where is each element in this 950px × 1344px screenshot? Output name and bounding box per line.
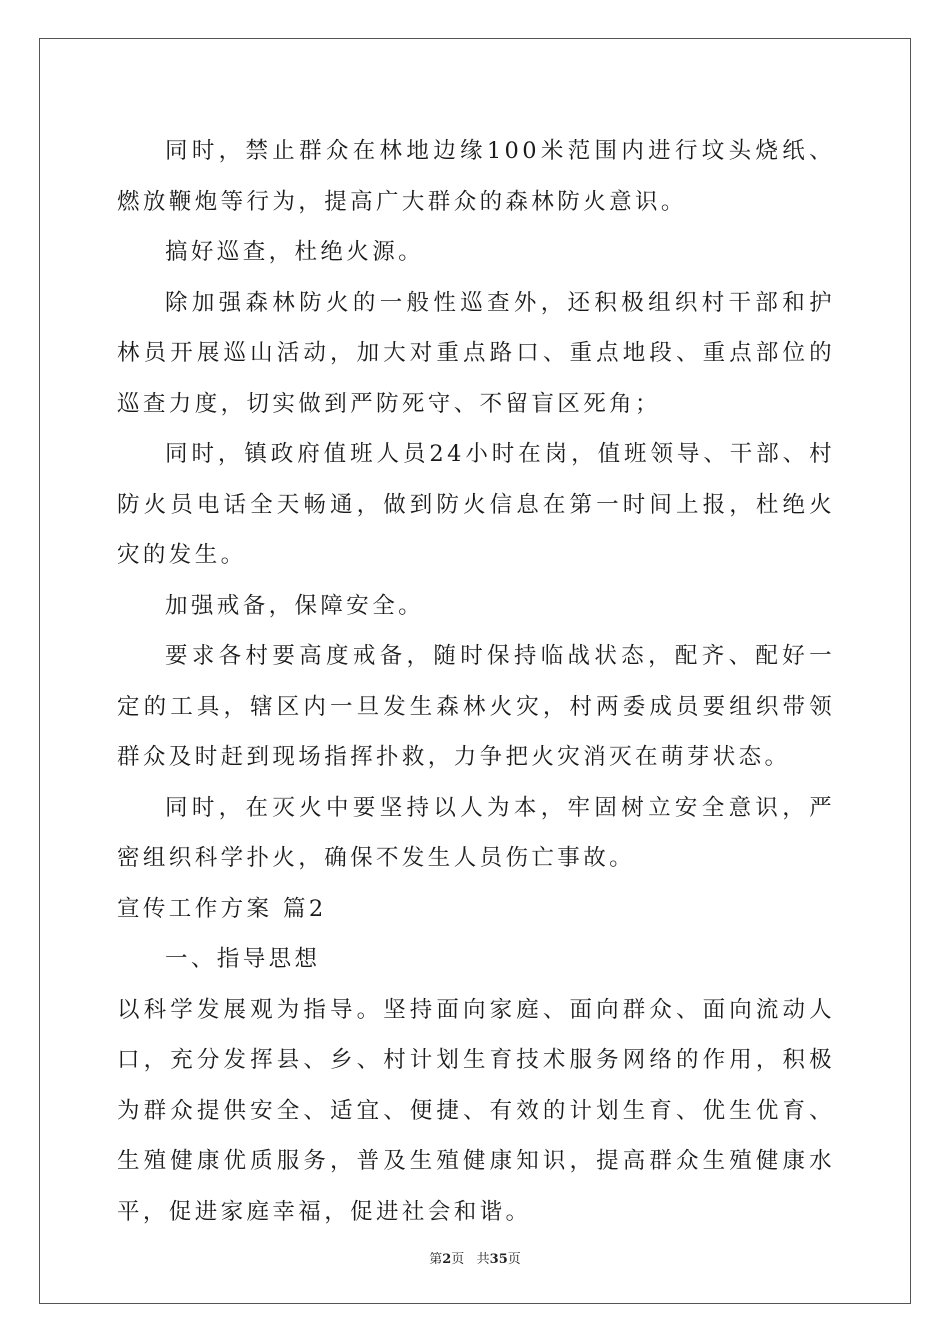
paragraph-6: 要求各村要高度戒备，随时保持临战状态，配齐、配好一定的工具，辖区内一旦发生森林火灾，村两委成员要组织带领群众及时赶到现场指挥扑救，力争把火灾消灭在萌芽状态。 [117,643,835,770]
paragraph-3: 除加强森林防火的一般性巡查外，还积极组织村干部和护林员开展巡山活动，加大对重点路口、重点地段、重点部位的巡查力度，切实做到严防死守、不留盲区死角； [117,289,835,417]
paragraph-5: 加强戒备，保障安全。 [165,592,425,619]
page-footer [0,1248,950,1267]
section-title: 宣传工作方案 篇2 [117,895,327,922]
total-page-number: 35 [489,1252,508,1267]
subsection-title: 一、指导思想 [165,946,321,972]
paragraph-1: 同时，禁止群众在林地边缘100米范围内进行坟头烧纸、燃放鞭炮等行为，提高广大群众的森林防火意识。 [117,138,835,215]
paragraph-4: 同时，镇政府值班人员24小时在岗，值班领导、干部、村防火员电话全天畅通，做到防火信息在第一时间上报，杜绝火灾的发生。 [117,441,835,568]
paragraph-7: 同时，在灭火中要坚持以人为本，牢固树立安全意识，严密组织科学扑火，确保不发生人员伤亡事故。 [117,794,835,871]
paragraph-2: 搞好巡查，杜绝火源。 [165,239,425,265]
footer-prefix: 第 [429,1252,443,1267]
section-paragraph: 以科学发展观为指导。坚持面向家庭、面向群众、面向流动人口，充分发挥县、乡、村计划生育技术服务网络的作用，积极为群众提供安全、适宜、便捷、有效的计划生育、优生优育、生殖健康优质服务，普及生殖健康知识，提高群众生殖健康水平，促进家庭幸福，促进社会和谐。 [117,996,835,1225]
document-body [117,126,835,1237]
footer-suffix: 页 [507,1252,521,1267]
current-page-number: 2 [442,1252,452,1267]
footer-middle: 页 共 [451,1252,490,1267]
